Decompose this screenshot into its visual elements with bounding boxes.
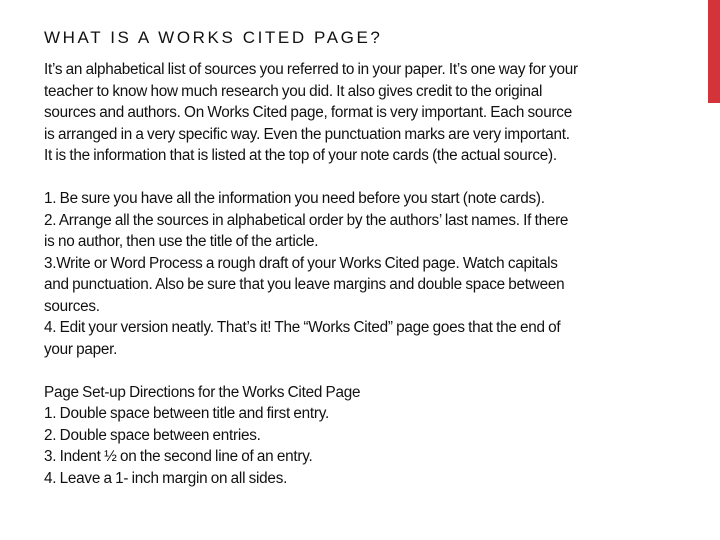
steps-line: 1. Be sure you have all the information you need before you start (note cards).	[44, 190, 545, 207]
steps-line: 4. Edit your version neatly. That’s it! The “Works Cited” page goes that the end of	[44, 319, 561, 336]
setup-paragraph	[44, 382, 684, 490]
accent-bar	[708, 0, 720, 103]
intro-line: is arranged in a very specific way. Even the punctuation marks are very important.	[44, 125, 570, 143]
intro-line: sources and authors. On Works Cited page, format is very important. Each source	[44, 104, 572, 121]
setup-line: 4. Leave a 1- inch margin on all sides.	[44, 469, 288, 487]
setup-line: 2. Double space between entries.	[44, 426, 261, 444]
steps-line: 3.Write or Word Process a rough draft of your Works Cited page. Watch capitals	[44, 254, 558, 272]
intro-line: teacher to know how much research you did. It also gives credit to the original	[44, 82, 543, 100]
intro-line: It is the information that is listed at the top of your note cards (the actual source).	[44, 147, 557, 164]
slide-body	[44, 59, 684, 489]
steps-line: sources.	[44, 297, 100, 315]
steps-line: and punctuation. Also be sure that you leave margins and double space between	[44, 276, 565, 293]
paragraph-gap	[44, 360, 684, 382]
steps-paragraph	[44, 188, 684, 360]
paragraph-gap	[44, 167, 684, 189]
steps-line: 2. Arrange all the sources in alphabetical order by the authors’ last names. If there	[44, 211, 569, 229]
intro-paragraph	[44, 59, 684, 167]
steps-line: is no author, then use the title of the article.	[44, 233, 319, 250]
setup-line: 1. Double space between title and first entry.	[44, 405, 330, 422]
steps-line: your paper.	[44, 340, 118, 358]
slide-title: WHAT IS A WORKS CITED PAGE?	[44, 28, 383, 47]
intro-line: It’s an alphabetical list of sources you referred to in your paper. It’s one way for your	[44, 61, 578, 78]
setup-line: 3. Indent ½ on the second line of an entry.	[44, 448, 313, 465]
setup-line: Page Set-up Directions for the Works Cited Page	[44, 383, 361, 401]
